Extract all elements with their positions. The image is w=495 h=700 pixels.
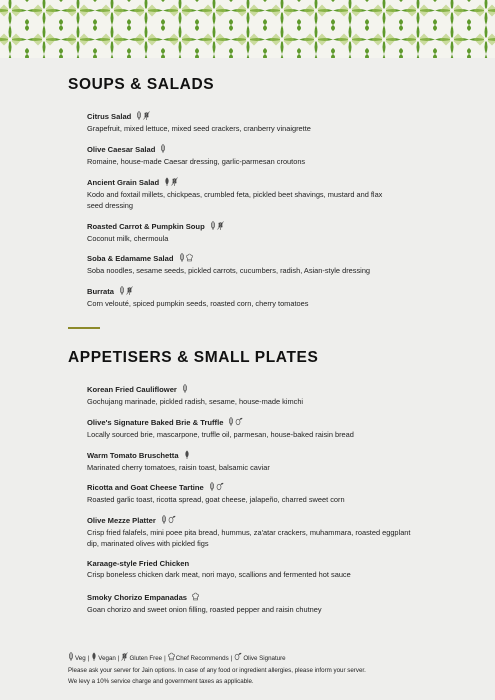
menu-item	[87, 111, 417, 135]
menu-item-description: Corn velouté, spiced pumpkin seeds, roasted corn, cherry tomatoes	[87, 299, 309, 308]
legend-chef-recommends	[168, 652, 229, 665]
veg-icon	[68, 652, 75, 665]
footer-note-allergies: Please ask your server for Jain options. In case of any food or ingredient allergies, please inform your server.	[68, 667, 366, 674]
legend-olive-signature	[234, 652, 285, 665]
footer-note-charges: We levy a 10% service charge and government taxes as applicable.	[68, 678, 254, 685]
veg-icon	[182, 386, 189, 395]
legend-separator: |	[164, 655, 166, 662]
menu-item-description: Locally sourced brie, mascarpone, truffle oil, parmesan, house-baked raisin bread	[87, 430, 354, 439]
olive-signature-icon	[234, 652, 243, 665]
menu-item	[87, 286, 417, 310]
menu-item-description: Gochujang marinade, pickled radish, sesame, house-made kimchi	[87, 397, 304, 406]
veg-icon	[209, 484, 216, 493]
menu-item	[87, 144, 417, 168]
gluten-free-icon	[126, 288, 134, 297]
legend-separator: |	[87, 655, 90, 662]
vegan-icon	[184, 452, 191, 461]
legend-label: Olive Signature	[243, 655, 286, 662]
menu-item	[87, 559, 417, 581]
menu-item-description: Roasted garlic toast, ricotta spread, goat cheese, jalapeño, charred sweet corn	[87, 495, 345, 504]
menu-item-name: Smoky Chorizo Empanadas	[87, 593, 188, 602]
menu-item	[87, 384, 417, 408]
menu-item	[87, 253, 417, 277]
veg-icon	[160, 146, 167, 155]
gluten-free-icon	[171, 179, 179, 188]
olive-signature-icon	[216, 484, 225, 493]
section-title-appetisers: APPETISERS & SMALL PLATES	[68, 349, 319, 366]
olive-signature-icon	[235, 419, 244, 428]
footer	[68, 652, 428, 687]
icon-legend	[68, 652, 428, 665]
menu-item-description: Goan chorizo and sweet onion filling, roasted pepper and raisin chutney	[87, 605, 322, 614]
menu-item	[87, 221, 417, 245]
olive-signature-icon	[168, 517, 177, 526]
menu-item-name: Ricotta and Goat Cheese Tartine	[87, 483, 204, 492]
menu-item-name: Karaage-style Fried Chicken	[87, 559, 190, 568]
legend-vegan	[91, 652, 116, 665]
legend-label: Vegan	[98, 655, 116, 662]
menu-item-description: Crisp fried falafels, mini poee pita bread, hummus, za'atar crackers, muhammara, roasted eggplant dip, marinated olives with pickled figs	[87, 528, 411, 548]
gluten-free-icon	[217, 223, 225, 232]
decorative-header-pattern	[0, 0, 495, 58]
menu-item-description: Kodo and foxtail millets, chickpeas, crumbled feta, pickled beet shavings, mustard and flax seed dressing	[87, 190, 383, 210]
menu-item-description: Crisp boneless chicken dark meat, nori mayo, scallions and fermented hot sauce	[87, 570, 351, 579]
section-title-soups-salads: SOUPS & SALADS	[68, 76, 215, 93]
menu-item-name: Olive's Signature Baked Brie & Truffle	[87, 418, 224, 427]
menu-item-description: Marinated cherry tomatoes, raisin toast, balsamic caviar	[87, 463, 270, 472]
menu-item-name: Olive Mezze Platter	[87, 516, 156, 525]
menu-item-name: Soba & Edamame Salad	[87, 254, 174, 263]
menu-item-description: Grapefruit, mixed lettuce, mixed seed crackers, cranberry vinaigrette	[87, 124, 311, 133]
chef-recommends-icon	[168, 652, 176, 665]
menu-item	[87, 515, 417, 549]
menu-item-name: Warm Tomato Bruschetta	[87, 451, 179, 460]
legend-separator: |	[230, 655, 233, 662]
legend-label: Chef Recommends	[175, 655, 229, 662]
vegan-icon	[91, 652, 98, 665]
menu-item	[87, 592, 417, 616]
menu-item	[87, 177, 417, 211]
veg-icon	[210, 223, 217, 232]
legend-veg	[68, 652, 86, 665]
menu-item-description: Romaine, house-made Caesar dressing, garlic-parmesan croutons	[87, 157, 306, 166]
legend-separator: |	[117, 655, 120, 662]
menu-item-description: Coconut milk, chermoula	[87, 234, 169, 243]
menu-item-name: Olive Caesar Salad	[87, 145, 156, 154]
menu-item-name: Citrus Salad	[87, 112, 132, 121]
legend-label: Veg	[75, 655, 86, 662]
gluten-free-icon	[143, 113, 151, 122]
veg-icon	[161, 517, 168, 526]
section-divider	[68, 327, 100, 329]
veg-icon	[119, 288, 126, 297]
legend-gluten-free	[121, 652, 162, 665]
menu-item-name: Burrata	[87, 287, 115, 296]
menu-item-name: Roasted Carrot & Pumpkin Soup	[87, 222, 205, 231]
menu-item-name: Korean Fried Cauliflower	[87, 385, 177, 394]
menu-item	[87, 417, 417, 441]
menu-item	[87, 482, 417, 506]
veg-icon	[179, 255, 186, 264]
menu-item-description: Soba noodles, sesame seeds, pickled carrots, cucumbers, radish, Asian-style dressing	[87, 266, 371, 275]
chef-recommends-icon	[186, 255, 194, 264]
legend-label: Gluten Free	[129, 655, 163, 662]
chef-recommends-icon	[192, 594, 200, 603]
gluten-free-icon	[121, 652, 129, 665]
menu-item-name: Ancient Grain Salad	[87, 178, 160, 187]
menu-item	[87, 450, 417, 474]
